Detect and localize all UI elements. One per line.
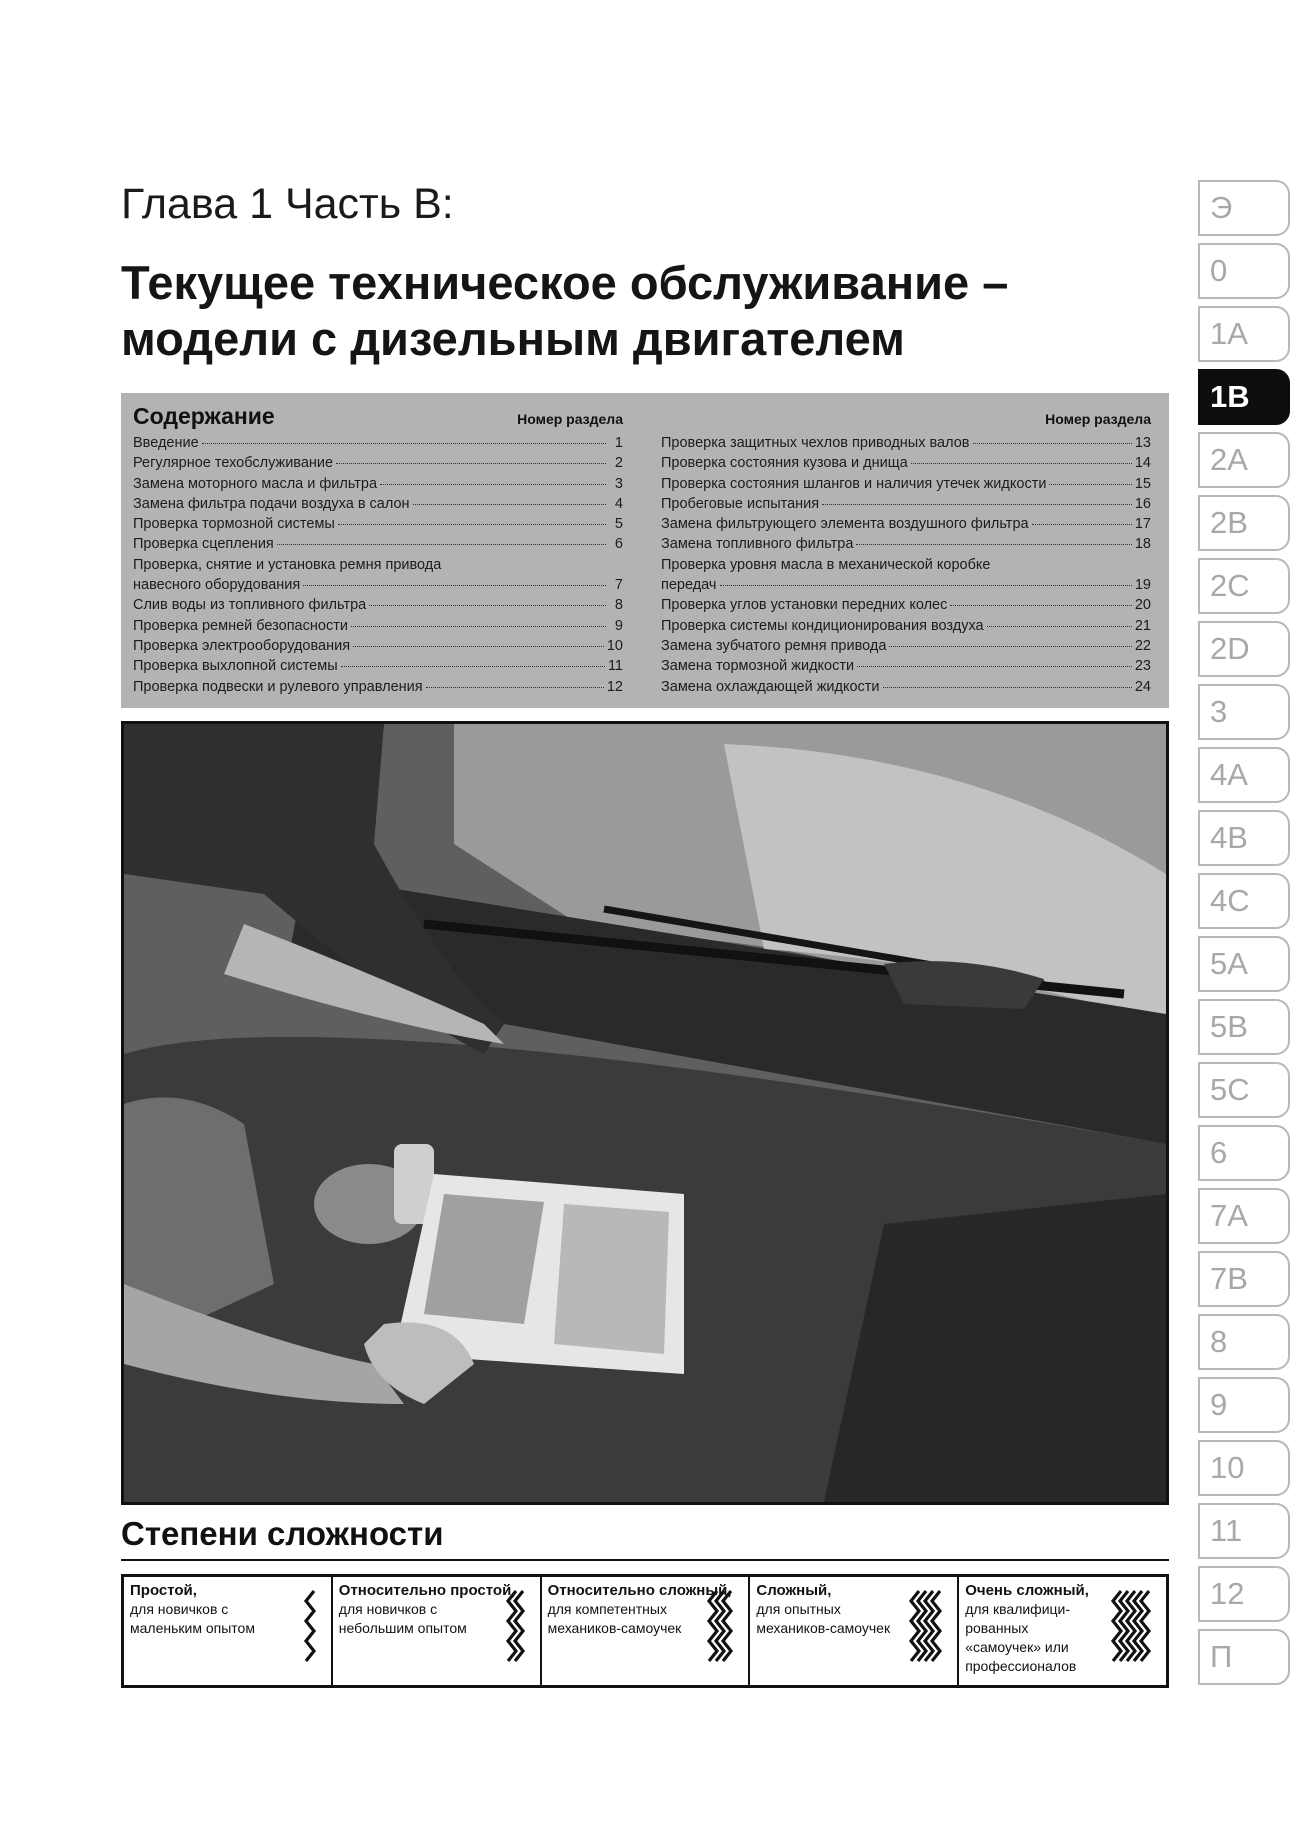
- contents-column-left: [133, 403, 623, 697]
- toc-item-text: Замена фильтра подачи воздуха в салон: [133, 495, 410, 512]
- tab-chapter-4b[interactable]: 4B: [1198, 810, 1290, 866]
- difficulty-level-name: Относительно простой,: [338, 1582, 516, 1599]
- toc-item-number: 19: [1134, 577, 1151, 594]
- toc-item-number: 3: [614, 475, 623, 492]
- toc-item: [661, 514, 1151, 534]
- section-number-label: Номер раздела: [1045, 411, 1151, 427]
- toc-item: [133, 534, 623, 554]
- toc-item-text: Пробеговые испытания: [661, 495, 820, 512]
- toc-item-text: Проверка системы кондиционирования воздуха: [661, 617, 984, 634]
- contents-box: [121, 393, 1169, 708]
- toc-item-text: Проверка, снятие и установка ремня привода: [133, 556, 442, 573]
- toc-item-number: 14: [1134, 455, 1151, 472]
- chapter-label: Глава 1 Часть В:: [121, 180, 454, 228]
- toc-item-number: 18: [1134, 536, 1151, 553]
- toc-item: [133, 595, 623, 615]
- toc-item-number: 24: [1134, 678, 1151, 695]
- toc-item: [661, 433, 1151, 453]
- difficulty-level: [748, 1577, 957, 1685]
- toc-item: [133, 656, 623, 676]
- toc-item-text: Проверка защитных чехлов приводных валов: [661, 435, 970, 451]
- tab-chapter-11[interactable]: 11: [1198, 1503, 1290, 1559]
- toc-item-text: Замена охлаждающей жидкости: [661, 678, 880, 695]
- toc-item-text: Проверка ремней безопасности: [133, 617, 348, 634]
- tab-chapter-4a[interactable]: 4A: [1198, 747, 1290, 803]
- toc-item-text: Замена моторного масла и фильтра: [133, 475, 378, 492]
- toc-item-number: 20: [1134, 597, 1151, 614]
- tab-chapter-8[interactable]: 8: [1198, 1314, 1290, 1370]
- toc-item-number: 15: [1134, 475, 1151, 492]
- toc-item: [661, 656, 1151, 676]
- tab-chapter-1a[interactable]: 1A: [1198, 306, 1290, 362]
- page-title: [121, 255, 1181, 367]
- chapter-tabs: [1198, 180, 1290, 1692]
- toc-item-number: 21: [1134, 617, 1151, 634]
- toc-item-text: Слив воды из топливного фильтра: [133, 597, 367, 614]
- tab-chapter-12[interactable]: 12: [1198, 1566, 1290, 1622]
- toc-item-number: 4: [614, 495, 623, 512]
- toc-item-number: 7: [614, 577, 623, 594]
- toc-list-right: [661, 433, 1151, 697]
- toc-item-text: Проверка уровня масла в механической коробке: [661, 556, 991, 573]
- tab-chapter-7a[interactable]: 7A: [1198, 1188, 1290, 1244]
- toc-item: [661, 636, 1151, 656]
- contents-column-right: [661, 403, 1151, 697]
- toc-item: [661, 555, 1151, 596]
- wrench-icon: [1109, 1587, 1154, 1665]
- toc-item: [133, 514, 623, 534]
- toc-item-text: Проверка состояния кузова и днища: [661, 455, 908, 472]
- toc-item-number: 6: [614, 536, 623, 553]
- toc-item-text: Проверка тормозной системы: [133, 516, 335, 533]
- toc-item: [661, 474, 1151, 494]
- tab-chapter-5b[interactable]: 5B: [1198, 999, 1290, 1055]
- difficulty-level-name: Простой,: [130, 1582, 197, 1599]
- difficulty-level-name: Очень сложный,: [965, 1582, 1089, 1599]
- toc-item: [661, 616, 1151, 636]
- engine-bay-photo: [121, 721, 1169, 1505]
- toc-item: [133, 555, 623, 596]
- wrench-icon: [504, 1587, 528, 1665]
- photo-illustration: [124, 724, 1166, 1502]
- toc-item: [133, 453, 623, 473]
- tab-chapter-6[interactable]: 6: [1198, 1125, 1290, 1181]
- difficulty-level-description: для опытных механиков-самоучек: [756, 1601, 891, 1636]
- toc-item-text: Замена топливного фильтра: [661, 536, 854, 553]
- toc-item: [133, 433, 623, 453]
- tab-chapter-э[interactable]: Э: [1198, 180, 1290, 236]
- difficulty-level-name: Относительно сложный,: [547, 1582, 732, 1599]
- title-line-2: модели с дизельным двигателем: [121, 312, 905, 365]
- tab-chapter-2c[interactable]: 2C: [1198, 558, 1290, 614]
- difficulty-level: [957, 1577, 1166, 1685]
- difficulty-level-description: для новичков с маленьким опытом: [130, 1601, 255, 1636]
- tab-chapter-2a[interactable]: 2A: [1198, 432, 1290, 488]
- toc-item-text: Замена тормозной жидкости: [661, 658, 855, 675]
- difficulty-level: [124, 1577, 331, 1685]
- difficulty-level: [331, 1577, 540, 1685]
- toc-item-number: 23: [1134, 658, 1151, 675]
- toc-item: [661, 494, 1151, 514]
- wrench-icon: [907, 1587, 945, 1665]
- toc-item-number: 10: [606, 637, 623, 654]
- toc-item-text: Проверка электрооборудования: [133, 637, 351, 654]
- difficulty-level-description: для новичков с небольшим опытом: [338, 1601, 467, 1636]
- toc-item-number: 12: [606, 678, 623, 695]
- tab-chapter-3[interactable]: 3: [1198, 684, 1290, 740]
- section-number-label: Номер раздела: [517, 411, 623, 427]
- toc-item-number: 16: [1134, 495, 1151, 512]
- tab-chapter-7b[interactable]: 7B: [1198, 1251, 1290, 1307]
- toc-item-number: 1: [614, 435, 623, 451]
- toc-item-text-continued: навесного оборудования: [133, 577, 301, 594]
- difficulty-level-name: Сложный,: [756, 1582, 832, 1599]
- tab-chapter-10[interactable]: 10: [1198, 1440, 1290, 1496]
- tab-chapter-9[interactable]: 9: [1198, 1377, 1290, 1433]
- toc-item: [661, 534, 1151, 554]
- toc-item-text: Регулярное техобслуживание: [133, 455, 334, 472]
- toc-item-number: 5: [614, 516, 623, 533]
- toc-item: [661, 595, 1151, 615]
- toc-item-text: Проверка выхлопной системы: [133, 658, 338, 675]
- toc-item-text: Проверка состояния шлангов и наличия утечек жидкости: [661, 475, 1047, 492]
- toc-item-number: 9: [614, 617, 623, 634]
- difficulty-levels: [121, 1574, 1169, 1688]
- tab-chapter-п[interactable]: П: [1198, 1629, 1290, 1685]
- contents-title: Содержание: [133, 403, 275, 429]
- difficulty-heading: Степени сложности: [121, 1515, 1169, 1561]
- tab-chapter-5a[interactable]: 5A: [1198, 936, 1290, 992]
- wrench-icon: [705, 1587, 736, 1665]
- toc-item-text: Проверка подвески и рулевого управления: [133, 678, 423, 695]
- tab-chapter-2d[interactable]: 2D: [1198, 621, 1290, 677]
- toc-item-text: Замена зубчатого ремня привода: [661, 637, 887, 654]
- difficulty-level: [540, 1577, 749, 1685]
- toc-item: [133, 474, 623, 494]
- toc-item-text: Введение: [133, 435, 199, 451]
- wrench-icon: [302, 1587, 319, 1665]
- toc-item-text: Проверка углов установки передних колес: [661, 597, 948, 614]
- tab-chapter-0[interactable]: 0: [1198, 243, 1290, 299]
- toc-item-number: 8: [614, 597, 623, 614]
- toc-item: [133, 636, 623, 656]
- toc-item-number: 13: [1134, 435, 1151, 451]
- toc-item: [133, 494, 623, 514]
- title-line-1: Текущее техническое обслуживание –: [121, 256, 1009, 309]
- toc-list-left: [133, 433, 623, 697]
- difficulty-level-description: для квалифици-рованных «самоучек» или профессионалов: [965, 1601, 1077, 1674]
- toc-item-number: 11: [607, 658, 623, 675]
- tab-chapter-2b[interactable]: 2B: [1198, 495, 1290, 551]
- toc-item-text: Проверка сцепления: [133, 536, 274, 553]
- tab-chapter-5c[interactable]: 5C: [1198, 1062, 1290, 1118]
- toc-item: [133, 616, 623, 636]
- difficulty-level-description: для компетентных механиков-самоучек: [547, 1601, 682, 1636]
- toc-item-number: 2: [614, 455, 623, 472]
- toc-item: [133, 677, 623, 697]
- tab-chapter-1b[interactable]: 1B: [1198, 369, 1290, 425]
- toc-item-text: Замена фильтрующего элемента воздушного фильтра: [661, 516, 1029, 533]
- toc-item-text-continued: передач: [661, 577, 717, 594]
- tab-chapter-4c[interactable]: 4C: [1198, 873, 1290, 929]
- toc-item-number: 22: [1134, 637, 1151, 654]
- toc-item-number: 17: [1134, 516, 1151, 533]
- toc-item: [661, 453, 1151, 473]
- toc-item: [661, 677, 1151, 697]
